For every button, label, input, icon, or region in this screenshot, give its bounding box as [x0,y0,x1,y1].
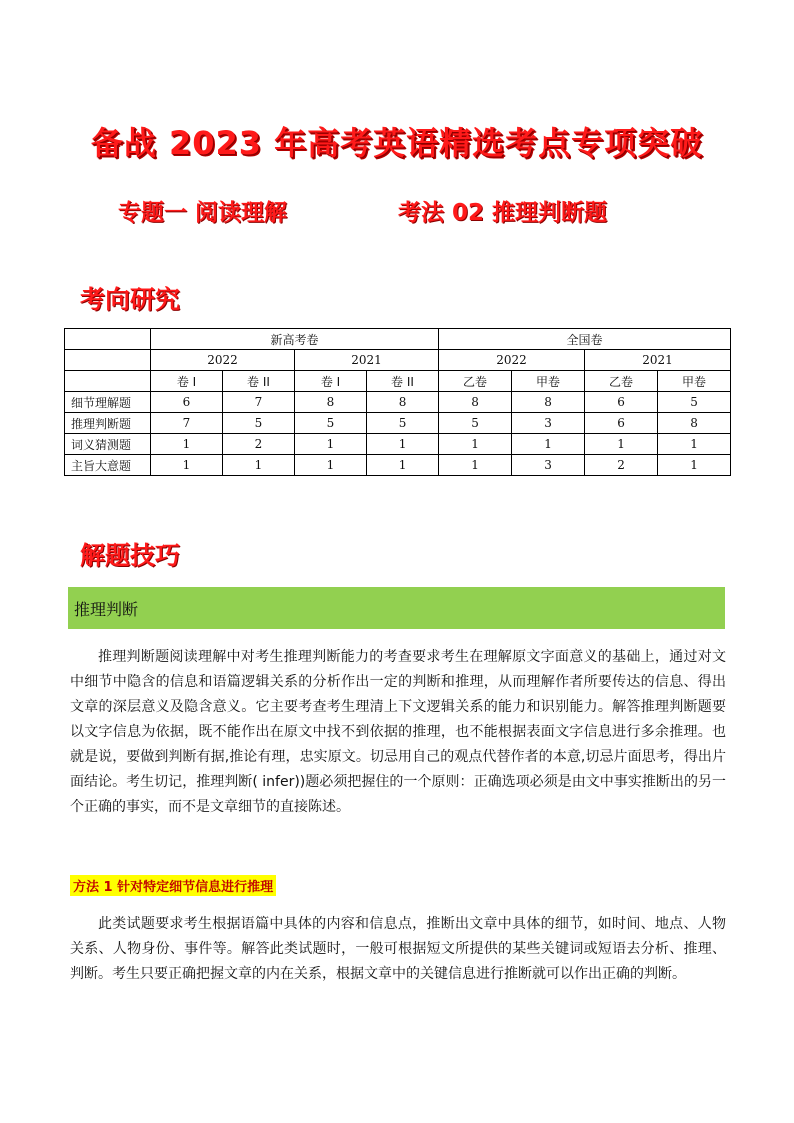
table-paper-header: 卷 I [151,371,223,392]
page-title: 备战 2023 年高考英语精选考点专项突破 [90,124,704,162]
section-heading-tips: 解题技巧 [80,541,181,570]
table-cell: 5 [439,413,512,434]
table-cell: 1 [512,434,585,455]
exam-stats-table [64,328,731,476]
table-cell: 8 [658,413,731,434]
table-paper-header: 卷 I [295,371,367,392]
table-cell: 1 [295,434,367,455]
table-cell: 8 [439,392,512,413]
table-paper-header: 甲卷 [512,371,585,392]
table-corner-cell [65,350,151,371]
table-paper-header: 乙卷 [439,371,512,392]
table-paper-header: 乙卷 [585,371,658,392]
table-cell: 1 [439,434,512,455]
table-cell: 1 [439,455,512,476]
table-corner-cell [65,371,151,392]
table-cell: 8 [295,392,367,413]
table-year-header: 2022 [151,350,295,371]
table-cell: 3 [512,413,585,434]
table-corner-cell [65,329,151,350]
table-cell: 2 [223,434,295,455]
table-cell: 5 [367,413,439,434]
table-cell: 1 [367,434,439,455]
table-row [65,413,731,434]
table-header-row-groups [65,329,731,350]
table-cell: 1 [295,455,367,476]
table-cell: 1 [151,455,223,476]
table-row-label: 主旨大意题 [65,455,151,476]
table-header-row-years [65,350,731,371]
table-cell: 1 [658,455,731,476]
table-cell: 5 [658,392,731,413]
table-row [65,434,731,455]
table-cell: 3 [512,455,585,476]
table-row [65,392,731,413]
table-cell: 2 [585,455,658,476]
subtitle-method: 考法 02 推理判断题 [398,200,608,226]
table-cell: 7 [151,413,223,434]
table-cell: 1 [367,455,439,476]
table-cell: 1 [223,455,295,476]
table-year-header: 2021 [295,350,439,371]
table-cell: 6 [585,392,658,413]
table-header-row-papers [65,371,731,392]
method-label: 方法 1 针对特定细节信息进行推理 [70,875,276,896]
table-row-label: 词义猜测题 [65,434,151,455]
subtitle-topic: 专题一 阅读理解 [118,200,288,226]
table-cell: 5 [295,413,367,434]
table-cell: 6 [585,413,658,434]
table-cell: 8 [512,392,585,413]
section-heading-research: 考向研究 [80,285,181,314]
table-cell: 8 [367,392,439,413]
explanation-paragraph: 推理判断题阅读理解中对考生推理判断能力的考查要求考生在理解原文字面意义的基础上，通过对文中细节中隐含的信息和语篇逻辑关系的分析作出一定的判断和推理，从而理解作者所要传达的信息、得出文章的深层意义及隐含意义。它主要考查考生理清上下文逻辑关系的能力和识别能力。解答推理判断题要以文字信息为依据，既不能作出在原文中找不到依据的推理，也不能根据表面文字信息进行多余推理。也就是说，要做到判断有据,推论有理，忠实原文。切忌用自己的观点代替作者的本意,切忌片面思考，得出片面结论。考生切记，推理判断( infer))题必须把握住的一个原则：正确选项必须是由文中事实推断出的另一个正确的事实，而不是文章细节的直接陈述。 [70,649,726,815]
table-cell: 1 [658,434,731,455]
method-paragraph: 此类试题要求考生根据语篇中具体的内容和信息点，推断出文章中具体的细节，如时间、地点、人物关系、人物身份、事件等。解答此类试题时，一般可根据短文所提供的某些关键词或短语去分析、推理、判断。考生只要正确把握文章的内在关系，根据文章中的关键信息进行推断就可以作出正确的判断。 [70,916,726,982]
subtitle-row [118,194,698,230]
table-cell: 1 [585,434,658,455]
table-year-header: 2022 [439,350,585,371]
table-group-header: 新高考卷 [151,329,439,350]
table-cell: 7 [223,392,295,413]
table-row-label: 推理判断题 [65,413,151,434]
table-group-header: 全国卷 [439,329,731,350]
table-cell: 6 [151,392,223,413]
topic-banner [68,587,725,629]
table-row-label: 细节理解题 [65,392,151,413]
topic-banner-label: 推理判断 [74,600,139,619]
table-paper-header: 卷 II [223,371,295,392]
table-cell: 1 [151,434,223,455]
table-paper-header: 甲卷 [658,371,731,392]
table-row [65,455,731,476]
table-year-header: 2021 [585,350,731,371]
table-cell: 5 [223,413,295,434]
table-paper-header: 卷 II [367,371,439,392]
